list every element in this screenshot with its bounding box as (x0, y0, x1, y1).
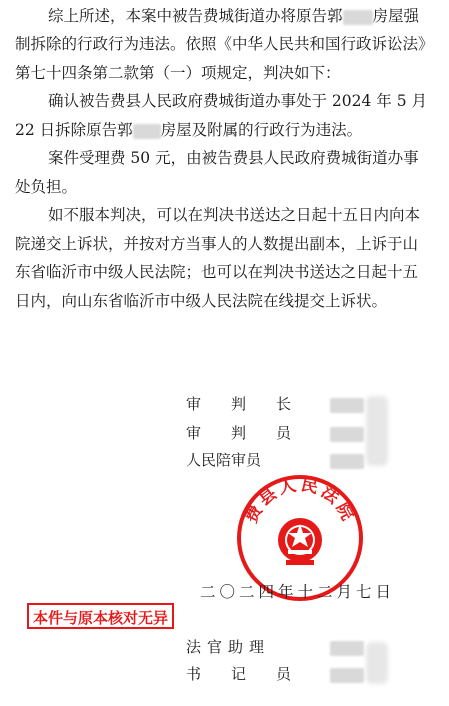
redacted-name (330, 394, 364, 414)
text-line-8: 如不服本判决，可以在判决书送达之日起十五日内向本 (48, 206, 421, 224)
role-people-assessor: 人民陪审员 (186, 451, 262, 469)
text-line-9: 院递交上诉状，并按对方当事人的人数提出副本，上诉于山 (15, 235, 419, 253)
redacted-name (330, 423, 364, 443)
redaction-smudge (366, 642, 388, 684)
redacted-name (343, 10, 373, 25)
text-segment: 房屋强 (372, 7, 420, 25)
seal-text: 费县人民法院 (241, 474, 359, 527)
text-line-11: 日内，向山东省临沂市中级人民法院在线提交上诉状。 (15, 292, 388, 310)
certification-stamp: 本件与原本核对无异 (27, 603, 174, 629)
role-presiding-judge: 审 判 长 (186, 395, 292, 413)
judgment-date: 二〇二四年十二月七日 (200, 583, 396, 601)
text-line-5 (15, 120, 440, 140)
text-segment: 22 日拆除原告郭 (15, 121, 133, 139)
role-judge-assistant: 法官助理 (186, 638, 271, 656)
redacted-name (330, 450, 364, 470)
redacted-name (330, 664, 364, 684)
redaction-smudge (366, 396, 388, 466)
text-line-10: 东省临沂市中级人民法院；也可以在判决书送达之日起十五 (15, 263, 419, 281)
text-line-2: 制拆除的行政行为违法。依照《中华人民共和国行政诉讼法》 (15, 35, 434, 53)
national-emblem-icon (278, 518, 322, 565)
text-segment: 综上所述，本案中被告费城街道办将原告郭 (48, 7, 343, 25)
role-judge: 审 判 员 (186, 424, 292, 442)
text-line-1 (48, 6, 440, 26)
text-line-6: 案件受理费 50 元，由被告费县人民政府费城街道办事 (48, 149, 419, 167)
redacted-name (330, 637, 364, 657)
role-clerk: 书 记 员 (186, 665, 292, 683)
redacted-name (133, 124, 161, 139)
text-line-4: 确认被告费县人民政府费城街道办事处于 2024 年 5 月 (48, 92, 428, 110)
text-segment: 房屋及附属的行政行为违法。 (160, 121, 363, 139)
text-line-7: 处负担。 (15, 178, 78, 196)
text-line-3: 第七十四条第二款第（一）项规定，判决如下： (15, 64, 341, 82)
